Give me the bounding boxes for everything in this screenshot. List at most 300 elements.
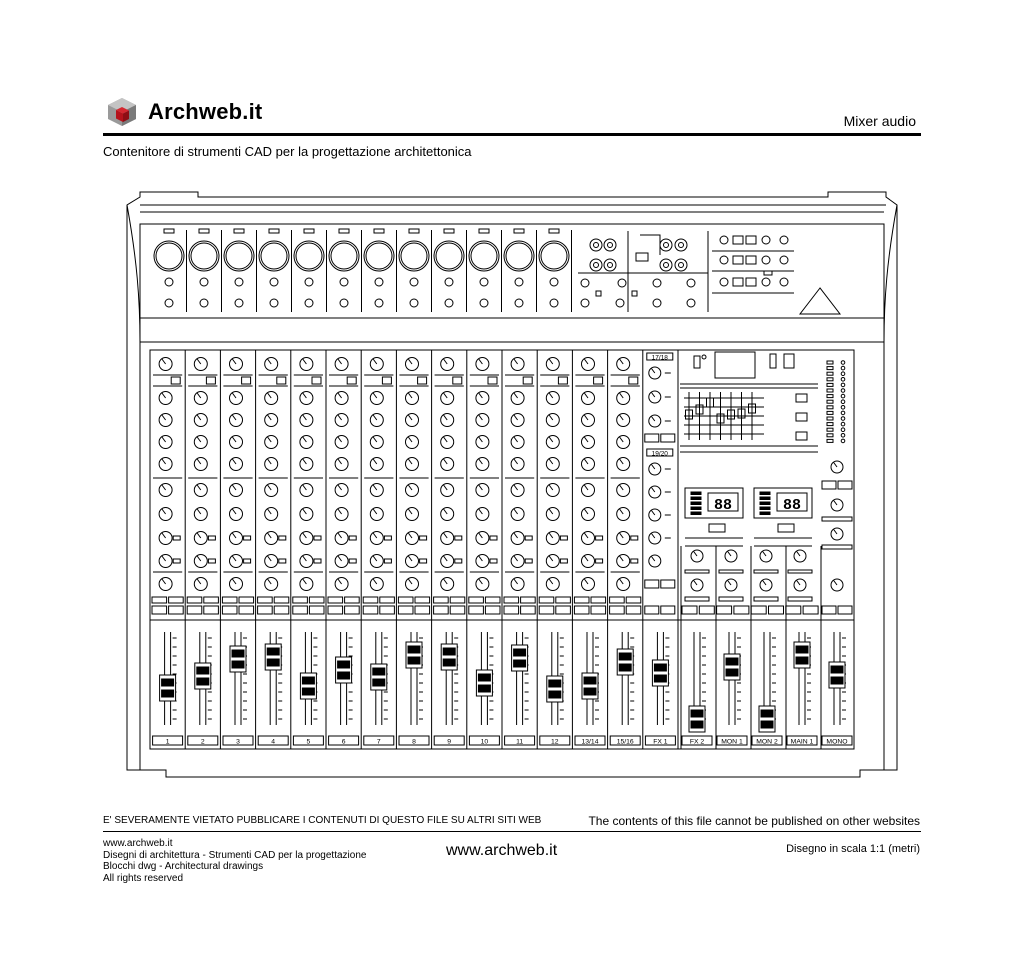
knob-pointer	[834, 463, 837, 468]
output-jack	[780, 256, 788, 264]
line-input-jack	[410, 278, 418, 286]
knob-pointer	[444, 485, 448, 490]
button	[822, 481, 836, 489]
knob-pointer	[479, 437, 483, 442]
meter-led	[827, 417, 833, 420]
button	[626, 597, 641, 603]
meter-led	[841, 383, 845, 387]
meter-led	[841, 389, 845, 393]
indicator-led	[631, 536, 638, 540]
knob-pointer	[232, 509, 236, 514]
button	[293, 606, 308, 614]
button	[504, 606, 519, 614]
xlr-input-jack	[329, 241, 359, 271]
divider	[719, 570, 743, 573]
knob-pointer	[232, 393, 236, 398]
indicator-led	[455, 536, 462, 540]
knob-pointer	[197, 556, 201, 561]
meter-led	[827, 395, 833, 398]
button	[293, 597, 308, 603]
output-jack	[720, 256, 728, 264]
button	[415, 606, 430, 614]
knob-pointer	[620, 485, 624, 490]
button	[415, 597, 430, 603]
button	[822, 517, 852, 521]
button	[796, 413, 807, 421]
switch	[746, 278, 756, 286]
knob-pointer	[514, 437, 518, 442]
knob-pointer	[268, 437, 272, 442]
button	[591, 597, 606, 603]
button	[363, 606, 378, 614]
xlr-input-ring	[296, 243, 322, 269]
output-jack	[762, 278, 770, 286]
knob-pointer	[232, 533, 236, 538]
knob-pointer	[584, 485, 588, 490]
knob-pointer	[444, 556, 448, 561]
output-jack	[653, 279, 661, 287]
xlr-input-ring	[226, 243, 252, 269]
meter-led	[841, 366, 845, 370]
xlr-input-ring	[156, 243, 182, 269]
indicator-led	[208, 559, 215, 563]
knob-pointer	[549, 556, 553, 561]
knob-pointer	[479, 509, 483, 514]
output-jack	[581, 279, 589, 287]
knob-pointer	[797, 581, 800, 586]
fader-cap-grip	[761, 721, 773, 728]
indicator-led	[596, 536, 603, 540]
xlr-input-jack	[259, 241, 289, 271]
knob-pointer	[232, 579, 236, 584]
button	[485, 597, 500, 603]
button	[398, 597, 413, 603]
knob-pointer	[652, 488, 655, 493]
switch	[784, 354, 794, 368]
knob-pointer	[514, 579, 518, 584]
channel-label: 3	[236, 738, 240, 746]
knob-pointer	[694, 581, 697, 586]
switch	[733, 256, 743, 264]
switch	[558, 377, 567, 384]
knob-pointer	[232, 459, 236, 464]
output-jack	[653, 299, 661, 307]
knob-pointer	[268, 485, 272, 490]
meter-led	[827, 423, 833, 426]
button	[788, 597, 812, 601]
footer-rule	[103, 831, 921, 832]
knob-pointer	[197, 459, 201, 464]
indicator-led	[173, 536, 180, 540]
output-jack	[780, 278, 788, 286]
knob-pointer	[268, 579, 272, 584]
fader-cap-grip	[338, 661, 350, 668]
insert-jack	[270, 299, 278, 307]
indicator-led	[339, 229, 349, 233]
fader-cap-grip	[232, 650, 244, 657]
xlr-input-jack	[469, 241, 499, 271]
fader-cap-grip	[726, 658, 738, 665]
indicator-led	[244, 559, 251, 563]
button	[626, 606, 641, 614]
channel-label: 2	[200, 738, 205, 746]
meter-led	[841, 372, 845, 376]
knob-pointer	[162, 359, 166, 364]
button	[796, 432, 807, 440]
switch	[746, 236, 756, 244]
xlr-input-jack	[224, 241, 254, 271]
jack-slot	[694, 356, 700, 368]
xlr-input-jack	[189, 241, 219, 271]
output-jack	[687, 279, 695, 287]
footer-info	[103, 838, 366, 884]
knob-pointer	[197, 485, 201, 490]
knob-pointer	[514, 509, 518, 514]
knob-pointer	[232, 415, 236, 420]
output-jack	[581, 299, 589, 307]
fader-cap-grip	[549, 680, 561, 687]
knob-pointer	[268, 359, 272, 364]
level-led	[691, 512, 701, 515]
knob-pointer	[408, 415, 412, 420]
button	[682, 606, 697, 614]
knob-pointer	[303, 485, 307, 490]
indicator-led	[384, 536, 391, 540]
knob-pointer	[479, 393, 483, 398]
knob-pointer	[514, 485, 518, 490]
output-jack	[780, 236, 788, 244]
switch	[382, 377, 391, 384]
indicator-led	[199, 229, 209, 233]
knob-pointer	[584, 437, 588, 442]
xlr-input-ring	[366, 243, 392, 269]
meter-led	[841, 361, 845, 365]
footer-line: www.archweb.it	[103, 838, 173, 849]
meter-led	[827, 434, 833, 437]
indicator-led	[349, 559, 356, 563]
knob-pointer	[584, 459, 588, 464]
indicator-led	[420, 559, 427, 563]
indicator-led	[455, 559, 462, 563]
button	[645, 606, 659, 614]
indicator-led	[490, 559, 497, 563]
output-jack	[687, 299, 695, 307]
fader-cap-grip	[373, 668, 385, 675]
line-input-jack	[340, 278, 348, 286]
knob-pointer	[620, 509, 624, 514]
button	[754, 597, 778, 601]
knob-pointer	[728, 552, 731, 557]
display-value: 88	[713, 497, 733, 514]
fader-cap-grip	[443, 648, 455, 655]
xlr-input-ring	[191, 243, 217, 269]
channel-label: 6	[341, 738, 346, 746]
indicator-led	[560, 536, 567, 540]
knob-pointer	[373, 437, 377, 442]
indicator-led	[525, 559, 532, 563]
knob-pointer	[514, 459, 518, 464]
knob-pointer	[652, 417, 655, 422]
button	[610, 597, 625, 603]
indicator-led	[208, 536, 215, 540]
indicator-led	[304, 229, 314, 233]
button	[239, 597, 254, 603]
knob-pointer	[303, 579, 307, 584]
knob-pointer	[549, 579, 553, 584]
knob-pointer	[549, 415, 553, 420]
knob-pointer	[373, 579, 377, 584]
knob-pointer	[408, 359, 412, 364]
meter-led	[841, 422, 845, 426]
knob-pointer	[549, 485, 553, 490]
indicator-led	[420, 536, 427, 540]
line-input-jack	[480, 278, 488, 286]
knob-pointer	[408, 459, 412, 464]
divider	[685, 570, 709, 573]
knob-pointer	[728, 581, 731, 586]
button	[469, 597, 484, 603]
line-input-jack	[375, 278, 383, 286]
level-led	[691, 492, 701, 495]
button	[645, 580, 659, 588]
knob-pointer	[373, 509, 377, 514]
button	[380, 597, 395, 603]
meter-led	[841, 439, 845, 443]
indicator-led	[173, 559, 180, 563]
rca-jack	[590, 259, 602, 271]
fader-cap-grip	[691, 721, 703, 728]
line-input-jack	[270, 278, 278, 286]
button	[187, 597, 202, 603]
output-jack	[762, 256, 770, 264]
switch	[594, 377, 603, 384]
switch	[488, 377, 497, 384]
knob-pointer	[652, 534, 655, 539]
fader-cap-grip	[584, 677, 596, 684]
line-input-jack	[165, 278, 173, 286]
channel-label: 11	[516, 738, 524, 746]
insert-jack	[445, 299, 453, 307]
knob-pointer	[652, 557, 655, 562]
button	[719, 597, 743, 601]
channel-label: MONO	[826, 738, 848, 746]
button	[803, 606, 818, 614]
output-jack	[720, 236, 728, 244]
channel-label: 5	[306, 738, 311, 746]
fader-cap-grip	[197, 678, 209, 685]
button	[822, 606, 836, 614]
line-input-jack	[445, 278, 453, 286]
indicator-led	[279, 559, 286, 563]
indicator-led	[314, 559, 321, 563]
meter-led	[827, 428, 833, 431]
fader-cap-grip	[338, 672, 350, 679]
level-led	[760, 512, 770, 515]
level-led	[760, 502, 770, 505]
button	[556, 606, 571, 614]
channel-label: FX 2	[689, 738, 705, 746]
knob-pointer	[197, 415, 201, 420]
copyright-warning-italian: E' SEVERAMENTE VIETATO PUBBLICARE I CONTENUTI DI QUESTO FILE SU ALTRI SITI WEB	[103, 815, 542, 826]
channel-label: 13/14	[581, 738, 599, 746]
xlr-input-jack	[364, 241, 394, 271]
channel-label: 15/16	[616, 738, 634, 746]
indicator-led	[560, 559, 567, 563]
indicator-led	[444, 229, 454, 233]
xlr-input-jack	[434, 241, 464, 271]
level-led	[691, 502, 701, 505]
fader-cap-grip	[619, 664, 631, 671]
knob-pointer	[197, 579, 201, 584]
knob-pointer	[162, 509, 166, 514]
document-title: Mixer audio	[843, 113, 916, 129]
button	[398, 606, 413, 614]
button	[204, 606, 219, 614]
xlr-input-jack	[504, 241, 534, 271]
knob-pointer	[620, 415, 624, 420]
knob-pointer	[620, 556, 624, 561]
button	[610, 606, 625, 614]
connector-line	[640, 235, 660, 255]
knob-pointer	[373, 556, 377, 561]
button	[734, 606, 749, 614]
brand-name: Archweb.it	[148, 99, 263, 124]
switch	[733, 236, 743, 244]
knob-pointer	[584, 359, 588, 364]
knob-pointer	[303, 459, 307, 464]
fader-cap-grip	[478, 674, 490, 681]
fader-cap-grip	[726, 669, 738, 676]
divider	[788, 570, 812, 573]
knob-pointer	[584, 556, 588, 561]
indicator-led	[514, 229, 524, 233]
drawing-scale: Disegno in scala 1:1 (metri)	[786, 843, 920, 855]
lcd-screen	[715, 352, 755, 378]
xlr-input-ring	[401, 243, 427, 269]
knob-pointer	[444, 437, 448, 442]
insert-jack	[515, 299, 523, 307]
knob-pointer	[338, 509, 342, 514]
knob-pointer	[408, 393, 412, 398]
knob-pointer	[834, 581, 837, 586]
knob-pointer	[549, 393, 553, 398]
knob-pointer	[479, 415, 483, 420]
fader-cap-grip	[831, 677, 843, 684]
indicator-led	[596, 291, 601, 296]
knob-pointer	[197, 393, 201, 398]
channel-label: MAIN 1	[790, 738, 814, 746]
xlr-input-jack	[399, 241, 429, 271]
knob-pointer	[584, 393, 588, 398]
knob-pointer	[232, 359, 236, 364]
indicator-led	[764, 271, 772, 275]
channel-label: MON 2	[756, 738, 778, 746]
button	[717, 606, 732, 614]
knob-pointer	[338, 485, 342, 490]
indicator-led	[479, 229, 489, 233]
mixer-components	[152, 229, 852, 749]
switch	[171, 377, 180, 384]
button	[222, 606, 237, 614]
footer-line: Disegni di architettura - Strumenti CAD per la progettazione	[103, 849, 367, 861]
knob-pointer	[620, 533, 624, 538]
xlr-input-ring	[506, 243, 532, 269]
knob-pointer	[162, 579, 166, 584]
knob-pointer	[652, 511, 655, 516]
knob-pointer	[162, 393, 166, 398]
knob-pointer	[479, 359, 483, 364]
knob-pointer	[232, 437, 236, 442]
knob-pointer	[373, 485, 377, 490]
knob-pointer	[303, 359, 307, 364]
button	[574, 597, 589, 603]
button	[699, 606, 714, 614]
switch	[733, 278, 743, 286]
knob-pointer	[268, 509, 272, 514]
switch	[312, 377, 321, 384]
knob-pointer	[338, 579, 342, 584]
brand-logo-triangle	[800, 288, 840, 314]
knob-pointer	[584, 533, 588, 538]
footer-line: Blocchi dwg - Architectural drawings	[103, 861, 264, 872]
xlr-input-jack	[154, 241, 184, 271]
button	[274, 597, 289, 603]
button	[274, 606, 289, 614]
button	[786, 606, 801, 614]
knob-pointer	[408, 533, 412, 538]
rca-jack	[604, 239, 616, 251]
level-led	[760, 507, 770, 510]
meter-led	[827, 361, 833, 364]
knob-pointer	[162, 459, 166, 464]
rca-jack	[660, 259, 672, 271]
knob-pointer	[408, 579, 412, 584]
knob-pointer	[549, 509, 553, 514]
xlr-input-ring	[436, 243, 462, 269]
knob-pointer	[303, 533, 307, 538]
rca-pin	[679, 263, 684, 268]
line-input-jack	[515, 278, 523, 286]
knob-pointer	[620, 437, 624, 442]
insert-jack	[480, 299, 488, 307]
meter-led	[827, 383, 833, 386]
rca-pin	[594, 263, 599, 268]
knob-pointer	[444, 579, 448, 584]
knob-pointer	[338, 415, 342, 420]
knob-pointer	[549, 459, 553, 464]
meter-led	[827, 406, 833, 409]
line-input-jack	[235, 278, 243, 286]
button	[152, 606, 167, 614]
knob-pointer	[338, 533, 342, 538]
knob-pointer	[834, 530, 837, 535]
xlr-input-ring	[331, 243, 357, 269]
insert-jack	[550, 299, 558, 307]
button	[309, 606, 324, 614]
knob-pointer	[197, 533, 201, 538]
knob-pointer	[620, 579, 624, 584]
button	[328, 597, 343, 603]
knob-pointer	[408, 509, 412, 514]
knob-pointer	[763, 581, 766, 586]
fader-cap-grip	[514, 660, 526, 667]
button	[661, 580, 675, 588]
rca-jack	[675, 259, 687, 271]
footer-website[interactable]: www.archweb.it	[446, 842, 558, 859]
button	[328, 606, 343, 614]
knob-pointer	[763, 552, 766, 557]
channel-label: 8	[412, 738, 416, 746]
